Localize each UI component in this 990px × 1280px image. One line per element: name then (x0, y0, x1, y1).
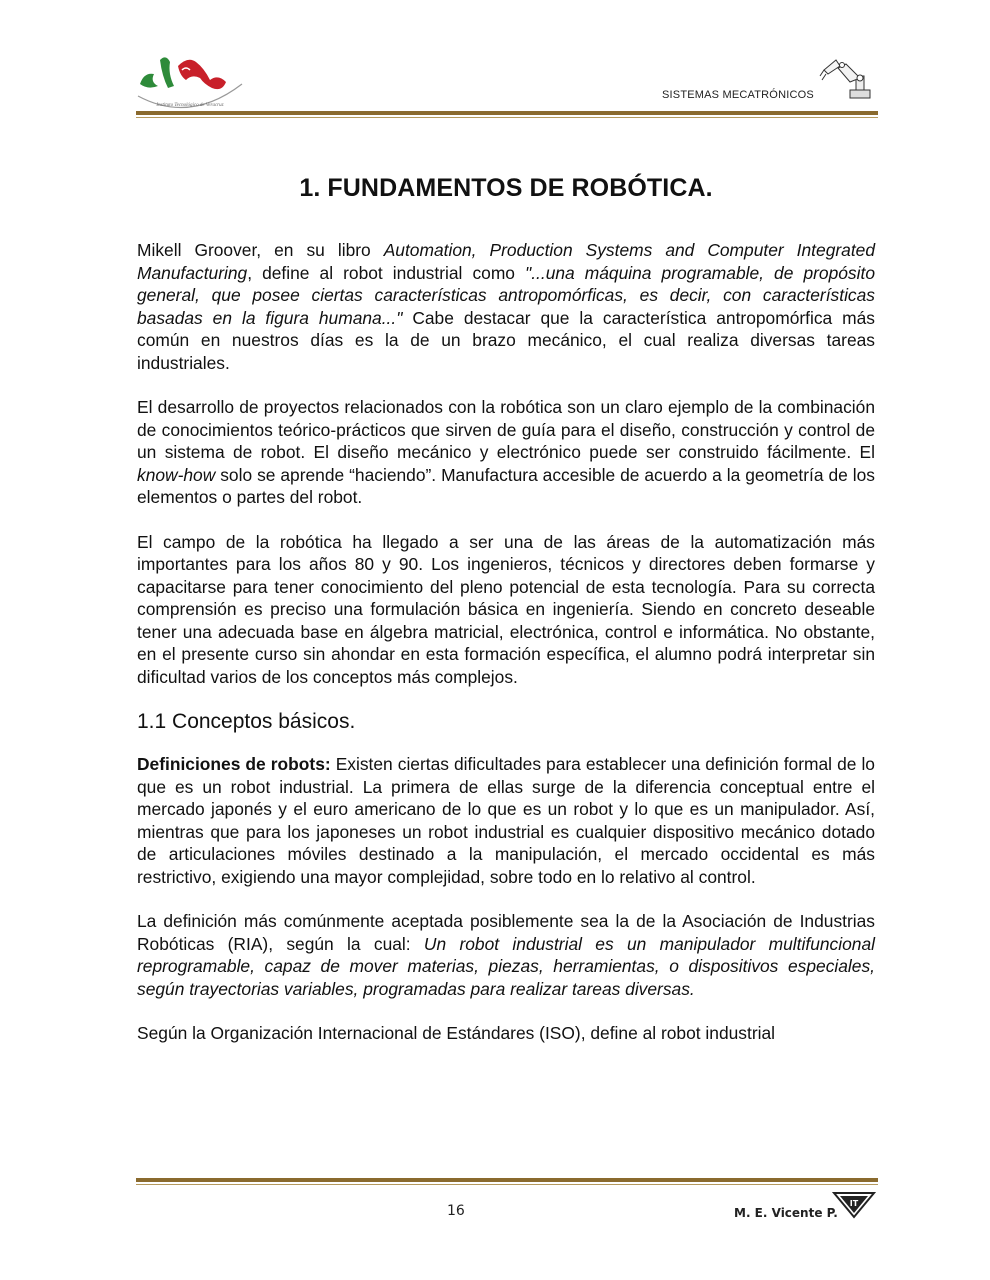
paragraph-ria (137, 910, 875, 1000)
p1-text-a: Mikell Groover, en su libro (137, 240, 384, 260)
paragraph-groover (137, 239, 875, 374)
robot-arm-icon (816, 54, 878, 104)
p4-text-b: Existen ciertas dificultades para establecer una definición formal de lo que es un robot industrial. La primera de ellas surge de la diferencia conceptual entre el mercado japonés y el euro americano de lo que es un robot y lo que es un manipulador. Así, mientras que para los japoneses un robot industrial es cualquier dispositivo mecánico dotado de articulaciones móviles destinado a la manipulación, el mercado occidental es más restrictivo, exigiendo una mayor complejidad, sobre todo en lo relativo al control. (137, 754, 875, 887)
p5-ria-definition: Un robot industrial es un manipulador multifuncional reprogramable, capaz de mover materias, piezas, herramientas, o dispositivos especiales, según trayectorias variables, programadas para realizar tareas diversas. (137, 933, 875, 999)
p1-text-c: , define al robot industrial como (247, 262, 526, 283)
paragraph-desarrollo (137, 396, 875, 509)
p2-text-c: solo se aprende “haciendo”. Manufactura accesible de acuerdo a la geometría de los elementos o partes del robot. (137, 464, 875, 507)
p5-text-a: La definición más comúnmente aceptada posiblemente sea la de la Asociación de Industrias Robóticas (RIA), según la cual: (137, 911, 875, 954)
header-title: SISTEMAS MECATRÓNICOS (662, 89, 814, 101)
paragraph-iso: Según la Organización Internacional de Estándares (ISO), define al robot industrial (137, 1023, 776, 1043)
header-rule (136, 111, 878, 115)
p1-quote: "...una máquina programable, de propósito general, que posee ciertas características antropomórficas, es decir, con características basadas en la figura humana..." (137, 262, 875, 328)
p2-know-how: know-how (137, 464, 216, 485)
page-content (137, 174, 875, 1067)
institute-logo (130, 44, 250, 114)
p4-term: Definiciones de robots: (137, 754, 331, 774)
footer-rule-thin (136, 1184, 878, 1185)
p1-book-title: Automation, Production Systems and Computer Integrated Manufacturing (137, 240, 875, 283)
chapter-title: 1. FUNDAMENTOS DE ROBÓTICA. (299, 174, 713, 202)
paragraph-campo: El campo de la robótica ha llegado a ser una de las áreas de la automatización más importantes para los años 80 y 90. Los ingenieros, técnicos y directores deben formarse y capacitarse para tener conocimiento del pleno potencial de esta tecnología. Para su correcta comprensión es preciso una formulación básica en ingeniería. Siendo en concreto deseable tener una adecuada base en álgebra matricial, electrónica, control e informática. No obstante, en el presente curso sin ahondar en esta formación específica, el alumno podrá interpretar sin dificultad varios de los conceptos más complejos. (137, 531, 875, 687)
author-name: M. E. Vicente P. (734, 1206, 838, 1220)
it-logo-text: IT (849, 1199, 859, 1208)
it-logo-icon (832, 1189, 876, 1219)
p2-text-a: El desarrollo de proyectos relacionados con la robótica son un claro ejemplo de la combinación de conocimientos teórico-prácticos que sirven de guía para el diseño, construcción y control de un sistema de robot. El diseño mecánico y electrónico puede ser construido fácilmente. El (137, 397, 875, 462)
header-rule-thin (136, 117, 878, 118)
footer-rule (136, 1178, 878, 1182)
institute-logo-text: Instituto Tecnológico de Veracruz (156, 103, 224, 108)
page-number: 16 (447, 1203, 465, 1219)
p1-text-e: Cabe destacar que la característica antropomórfica más común en nuestros días es la de un brazo mecánico, el cual realiza diversas tareas industriales. (137, 307, 876, 373)
section-title: 1.1 Conceptos básicos. (137, 710, 356, 733)
paragraph-definiciones (137, 753, 875, 888)
